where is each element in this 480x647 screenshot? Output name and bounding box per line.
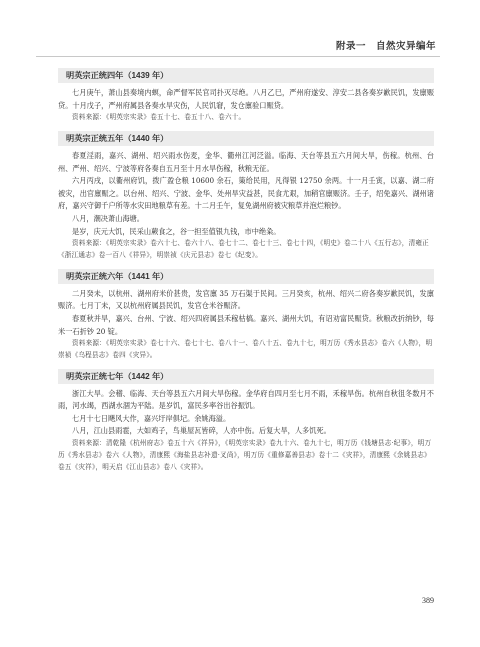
section-title: 明英宗正统五年（1440 年）: [58, 131, 434, 146]
section-title: 明英宗正统七年（1442 年）: [58, 369, 434, 384]
paragraph: 七月庚午，萧山县奏境内螟，命严督军民官司扑灭尽绝。八月乙巳，严州府遂安、淳安二县各奏岁歉民饥，发廪赈贷。十月戊子，严州府属县各奏水旱灾伤，人民饥窘，发仓廪验口赈贷。: [58, 88, 434, 110]
page-number: 389: [422, 596, 434, 605]
paragraph: 二月癸未，以杭州、湖州府米价甚贵，发官廪 35 万石渠于民间。三月癸亥，杭州、绍兴二府各奏岁歉民饥，发廪赈济。七月丁未，又以杭州府属县民饥，发官仓米谷赈济。: [58, 288, 434, 311]
source-note: 资料来源：清乾隆《杭州府志》卷五十六《祥异》，《明英宗实录》卷九十六、卷九十七，明万历《钱塘县志·纪事》，明万历《秀水县志》卷六《人物》，清康熙《海盐县志补遗·叉尚》，明万历《重修嘉善县志》卷十二《灾祥》，清康熙《余姚县志》卷五《灾祥》，明天启《江山县志》卷八《灾祥》。: [58, 439, 432, 471]
running-header: [40, 38, 436, 52]
paragraph: 七月十七日飓风大作，嘉兴圩岸俱圮。余姚海溢。: [72, 413, 231, 423]
source-note: 资料来源：《明英宗实录》卷五十七、卷五十八、卷六十。: [72, 113, 246, 122]
section-1442: [58, 369, 434, 474]
source-note: 资料来源：《明英宗实录》卷六十七、卷六十八、卷七十二、卷七十三、卷七十四，《明史》卷二十八《五行志》，清雍正《浙江通志》卷一百八《祥异》，明崇祯《庆元县志》卷七《纪变》。: [58, 239, 429, 259]
paragraph: 六月丙戌，以衢州府饥，拨广盈仓粮 10600 余石，策给民用，凡得银 12750 余两。十一月壬寅，以嘉、湖二府被灾，出官廪赈之。以台州、绍兴、宁波、金华、处州旱灾益甚，民食尤艰，加稍官廪赈济。壬子，绍免嘉兴、湖州诸府，嘉兴守御千户所等水灾田地粮草有差。十二月壬午，复免湖州府被灾粮草并泡烂粮钞。: [58, 176, 434, 211]
paragraph: 八月，潮决萧山海塘。: [72, 213, 144, 223]
section-title: 明英宗正统四年（1439 年）: [58, 68, 434, 83]
section-1440: [58, 131, 434, 262]
header-title: 附录一 自然灾异编年: [335, 41, 436, 52]
page-body: [58, 68, 434, 480]
paragraph: 浙江大旱。会稽、临海、天台等县五六月间大旱伤稼。金华府自四月至七月不雨，禾稼旱伤。杭州自秋徂冬数月不雨，河水竭，西湖水涸为平陆。是岁饥，富民多率谷出谷振饥。: [58, 388, 434, 411]
paragraph: 春夏秋并旱，嘉兴、台州、宁波、绍兴四府属县禾稼枯槁。嘉兴、湖州大饥，有诏劝富民赈贷。秋粮改折纳钞，每米一石折钞 20 锭。: [58, 313, 434, 336]
paragraph: 春夏淫雨，嘉兴、湖州、绍兴雨水伤麦，金华、衢州江河泛溢。临海、天台等县五六月间大旱，伤稼。杭州、台州、严州、绍兴、宁波等府各奏自五月至十月水旱伤稼，秋粮无征。: [58, 150, 434, 173]
section-title: 明英宗正统六年（1441 年）: [58, 269, 434, 284]
paragraph: 是岁，庆元大饥，民采山蕨食之，谷一担至值银九钱，市中绝粂。: [72, 226, 281, 236]
section-1441: [58, 269, 434, 362]
source-note: 资料来源：《明英宗实录》卷七十六、卷七十七、卷八十一、卷八十五、卷九十七，明万历《秀水县志》卷六《人物》，明崇祯《乌程县志》卷四《灾异》。: [58, 339, 433, 359]
paragraph: 八月，江山县雨雹，大如鸡子，鸟巢屋瓦皆碎，人亦中伤。后复大旱，人多饥死。: [72, 426, 331, 436]
section-1439: [58, 68, 434, 124]
header-rule: [36, 56, 440, 57]
